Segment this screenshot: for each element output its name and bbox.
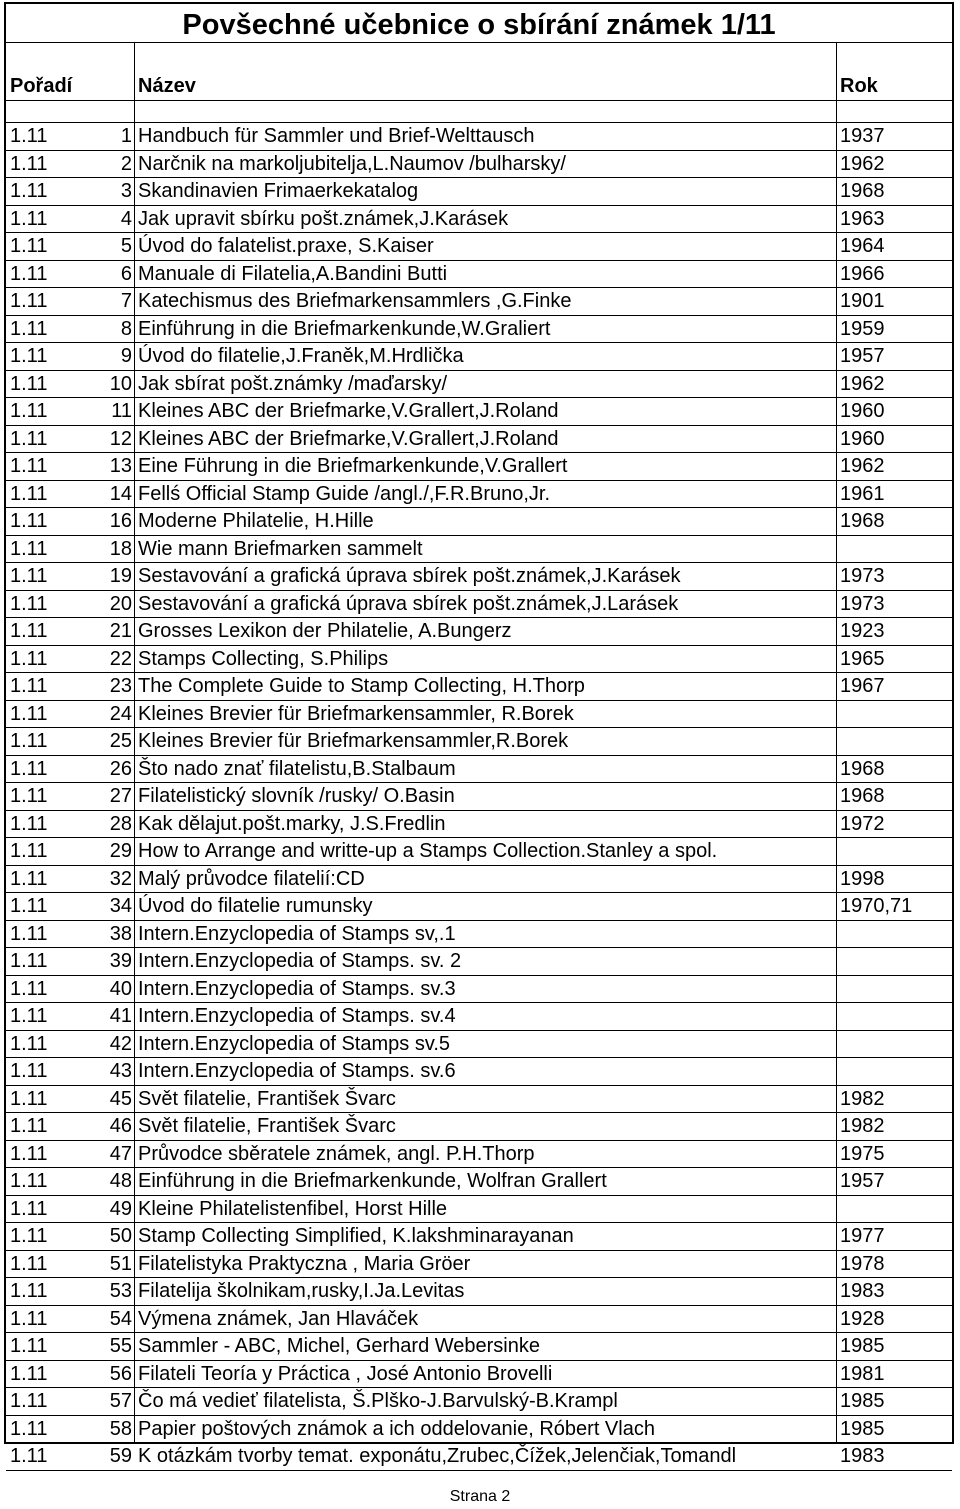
cell-number: 47 [109,1142,132,1165]
cell-order: 1.11 [10,1087,48,1110]
cell-order: 1.11 [10,812,48,835]
table-row [6,811,952,839]
cell-year: 1964 [840,235,885,257]
table-row [6,206,952,234]
table-row [6,1306,952,1334]
cell-title: Sestavování a grafická úprava sbírek pošt.známek,J.Larásek [138,592,679,615]
cell-number: 11 [111,400,132,422]
cell-title: Filatelija školnikam,rusky,I.Ja.Levitas [138,1280,465,1302]
cell-number: 2 [120,152,132,175]
cell-title: Kleines Brevier für Briefmarkensammler, R.Borek [138,702,574,725]
cell-year: 1923 [840,620,885,642]
cell-title: Grosses Lexikon der Philatelie, A.Bungerz [138,620,512,642]
cell-number: 57 [109,1390,132,1412]
table-row [6,536,952,564]
cell-number: 7 [120,290,132,312]
cell-order: 1.11 [10,317,48,340]
cell-order: 1.11 [10,1280,48,1302]
cell-year: 1928 [840,1307,885,1330]
cell-order: 1.11 [10,592,48,615]
cell-title: Úvod do filatelie,J.Franěk,M.Hrdlička [138,345,464,367]
cell-year: 1937 [840,125,885,147]
cell-title: Kak dělajut.pošt.marky, J.S.Fredlin [138,812,446,835]
cell-title: Svět filatelie, František Švarc [138,1087,396,1110]
cell-order: 1.11 [10,180,48,202]
cell-order: 1.11 [10,1197,48,1220]
cell-number: 51 [109,1252,132,1275]
cell-title: Intern.Enzyclopedia of Stamps. sv.4 [138,1005,456,1027]
cell-order: 1.11 [10,262,48,285]
table-row [6,426,952,454]
cell-title: Skandinavien Frimaerkekatalog [138,180,419,202]
cell-number: 53 [109,1280,132,1302]
table-row [6,1113,952,1141]
cell-order: 1.11 [10,1005,48,1027]
table-row [6,591,952,619]
cell-order: 1.11 [10,455,48,477]
cell-title: Što nado znať filatelistu,B.Stalbaum [138,757,456,780]
table-row [6,866,952,894]
cell-year: 1968 [840,757,885,780]
cell-title: Intern.Enzyclopedia of Stamps. sv. 2 [138,950,462,972]
table-row [6,756,952,784]
cell-order: 1.11 [10,400,48,422]
table-row [6,343,952,371]
table-row [6,1278,952,1306]
cell-number: 25 [109,730,132,752]
table-row [6,371,952,399]
cell-number: 24 [109,702,132,725]
cell-title: Handbuch für Sammler und Brief-Welttausch [138,125,535,147]
cell-order: 1.11 [10,1307,48,1330]
cell-number: 28 [109,812,132,835]
cell-order: 1.11 [10,1142,48,1165]
cell-number: 32 [109,867,132,890]
cell-title: Eine Führung in die Briefmarkenkunde,V.Grallert [138,455,568,477]
cell-year: 1973 [840,592,885,615]
cell-number: 50 [109,1225,132,1247]
table-row [6,673,952,701]
cell-year: 1968 [840,510,885,532]
column-header-name: Název [138,75,196,97]
cell-order: 1.11 [10,565,48,587]
table-row [6,1086,952,1114]
cell-order: 1.11 [10,922,48,945]
cell-year: 1957 [840,345,885,367]
cell-order: 1.11 [10,1362,48,1385]
table-row [6,1388,952,1416]
table-row [6,618,952,646]
cell-order: 1.11 [10,730,48,752]
cell-title: Úvod do falatelist.praxe, S.Kaiser [138,235,434,257]
cell-order: 1.11 [10,537,48,560]
table-row [6,728,952,756]
table-row [6,976,952,1004]
cell-title: Kleines Brevier für Briefmarkensammler,R.Borek [138,730,569,752]
cell-title: Filatelistický slovník /rusky/ O.Basin [138,785,455,807]
cell-order: 1.11 [10,977,48,1000]
cell-title: Jak upravit sbírku pošt.známek,J.Karásek [138,207,509,230]
cell-number: 38 [109,922,132,945]
table-row [6,1223,952,1251]
table-header [6,72,952,100]
table-row [6,701,952,729]
cell-year: 1961 [840,482,885,505]
cell-title: Narčnik na markoljubitelja,L.Naumov /bulharsky/ [138,152,566,175]
table-row [6,481,952,509]
cell-number: 21 [109,620,132,642]
cell-year: 1967 [840,675,885,697]
cell-number: 9 [120,345,132,367]
cell-order: 1.11 [10,152,48,175]
table-row [6,508,952,536]
cell-order: 1.11 [10,125,48,147]
cell-number: 29 [109,840,132,862]
cell-year: 1962 [840,372,885,395]
cell-order: 1.11 [10,1335,48,1357]
table-row [6,1196,952,1224]
cell-title: Průvodce sběratele známek, angl. P.H.Thorp [138,1142,535,1165]
cell-title: Sestavování a grafická úprava sbírek pošt.známek,J.Karásek [138,565,681,587]
table-row [6,1168,952,1196]
table-row [6,921,952,949]
cell-year: 1982 [840,1087,885,1110]
cell-year: 1962 [840,455,885,477]
cell-number: 22 [109,647,132,670]
cell-order: 1.11 [10,1417,48,1440]
cell-number: 39 [109,950,132,972]
cell-number: 14 [109,482,132,505]
cell-number: 16 [109,510,132,532]
table-row [6,288,952,316]
table-row [6,948,952,976]
table-row [6,233,952,261]
cell-order: 1.11 [10,950,48,972]
table-row [6,563,952,591]
cell-number: 56 [109,1362,132,1385]
cell-number: 42 [109,1032,132,1055]
cell-year: 1975 [840,1142,885,1165]
cell-title: How to Arrange and writte-up a Stamps Collection.Stanley a spol. [138,840,718,862]
page-title: Povšechné učebnice o sbírání známek 1/11 [182,9,776,41]
cell-number: 26 [109,757,132,780]
cell-number: 8 [120,317,132,340]
cell-number: 45 [109,1087,132,1110]
table-row [6,1251,952,1279]
cell-order: 1.11 [10,1390,48,1412]
cell-order: 1.11 [10,1252,48,1275]
cell-title: Kleine Philatelistenfibel, Horst Hille [138,1197,448,1220]
cell-number: 55 [109,1335,132,1357]
cell-title: Kleines ABC der Briefmarke,V.Grallert,J.Roland [138,400,559,422]
cell-title: Úvod do filatelie rumunsky [138,895,373,917]
cell-order: 1.11 [10,1115,48,1137]
cell-year: 1983 [840,1445,885,1467]
cell-year: 1973 [840,565,885,587]
cell-order: 1.11 [10,1170,48,1192]
cell-order: 1.11 [10,785,48,807]
cell-number: 20 [109,592,132,615]
cell-year: 1966 [840,262,885,285]
table-row [6,646,952,674]
cell-number: 5 [120,235,132,257]
cell-title: Manuale di Filatelia,A.Bandini Butti [138,262,448,285]
cell-title: Jak sbírat pošt.známky /maďarsky/ [138,372,448,395]
table-row [6,783,952,811]
table-row [6,261,952,289]
cell-year: 1981 [840,1362,885,1385]
cell-title: Papier poštových známok a ich oddelovanie, Róbert Vlach [138,1417,655,1440]
cell-order: 1.11 [10,702,48,725]
cell-order: 1.11 [10,345,48,367]
cell-order: 1.11 [10,1060,48,1082]
cell-number: 49 [109,1197,132,1220]
table-row [6,123,952,151]
cell-order: 1.11 [10,290,48,312]
table-row [6,893,952,921]
cell-number: 18 [109,537,132,560]
table-row [6,838,952,866]
cell-number: 48 [109,1170,132,1192]
cell-title: Čo má vedieť filatelista, Š.Plško-J.Barvulský-B.Krampl [138,1390,618,1412]
cell-order: 1.11 [10,840,48,862]
cell-number: 40 [109,977,132,1000]
cell-number: 4 [120,207,132,230]
cell-title: The Complete Guide to Stamp Collecting, H.Thorp [138,675,585,697]
cell-title: Svět filatelie, František Švarc [138,1115,396,1137]
cell-title: Fellś Official Stamp Guide /angl./,F.R.Bruno,Jr. [138,482,551,505]
cell-title: Wie mann Briefmarken sammelt [138,537,423,560]
cell-order: 1.11 [10,427,48,450]
cell-order: 1.11 [10,1445,48,1467]
cell-year: 1970,71 [840,895,913,917]
cell-year: 1960 [840,400,885,422]
table-row [6,1416,952,1444]
column-header-year: Rok [840,75,878,97]
cell-year: 1968 [840,785,885,807]
table-row [6,1003,952,1031]
cell-number: 10 [109,372,132,395]
page-footer: Strana 2 [449,1488,511,1505]
cell-year: 1985 [840,1335,885,1357]
table-row [6,1058,952,1086]
cell-title: Filateli Teoría y Práctica , José Antonio Brovelli [138,1362,553,1385]
cell-year: 1972 [840,812,885,835]
cell-number: 6 [120,262,132,285]
table-row [6,178,952,206]
cell-title: Stamp Collecting Simplified, K.lakshminarayanan [138,1225,574,1247]
column-header-order: Pořadí [10,75,73,97]
cell-year: 1960 [840,427,885,450]
cell-year: 1962 [840,152,885,175]
cell-title: Intern.Enzyclopedia of Stamps. sv.6 [138,1060,456,1082]
cell-order: 1.11 [10,647,48,670]
cell-title: Einführung in die Briefmarkenkunde,W.Graliert [138,317,551,340]
table-row [6,316,952,344]
cell-order: 1.11 [10,207,48,230]
cell-order: 1.11 [10,482,48,505]
cell-year: 1998 [840,867,885,890]
cell-number: 23 [109,675,132,697]
divider [6,42,952,43]
cell-number: 12 [109,427,132,450]
cell-year: 1985 [840,1390,885,1412]
cell-number: 19 [109,565,132,587]
cell-title: Výmena známek, Jan Hlaváček [138,1307,419,1330]
cell-number: 59 [109,1445,132,1467]
cell-year: 1957 [840,1170,885,1192]
table-body [6,123,952,1471]
table-row [6,1141,952,1169]
cell-number: 34 [109,895,132,917]
cell-year: 1985 [840,1417,885,1440]
table-row [6,398,952,426]
cell-title: Stamps Collecting, S.Philips [138,647,389,670]
cell-order: 1.11 [10,1225,48,1247]
cell-order: 1.11 [10,510,48,532]
table-row [6,1031,952,1059]
table-row [6,1333,952,1361]
cell-title: Einführung in die Briefmarkenkunde, Wolfran Grallert [138,1170,607,1192]
cell-number: 3 [120,180,132,202]
table-row [6,1361,952,1389]
cell-order: 1.11 [10,867,48,890]
cell-number: 43 [109,1060,132,1082]
cell-year: 1965 [840,647,885,670]
cell-year: 1978 [840,1252,885,1275]
cell-number: 27 [109,785,132,807]
cell-year: 1963 [840,207,885,230]
cell-year: 1977 [840,1225,885,1247]
divider [6,100,952,101]
table-row [6,151,952,179]
cell-year: 1901 [840,290,885,312]
cell-title: Intern.Enzyclopedia of Stamps. sv.3 [138,977,456,1000]
cell-order: 1.11 [10,372,48,395]
cell-year: 1968 [840,180,885,202]
cell-title: Sammler - ABC, Michel, Gerhard Webersinke [138,1335,540,1357]
cell-order: 1.11 [10,620,48,642]
cell-number: 54 [109,1307,132,1330]
cell-title: Intern.Enzyclopedia of Stamps sv.5 [138,1032,451,1055]
cell-title: Intern.Enzyclopedia of Stamps sv,.1 [138,922,456,945]
cell-year: 1983 [840,1280,885,1302]
cell-title: K otázkám tvorby temat. exponátu,Zrubec,Čížek,Jelenčiak,Tomandl [138,1445,737,1467]
cell-title: Katechismus des Briefmarkensammlers ,G.Finke [138,290,572,312]
cell-order: 1.11 [10,757,48,780]
cell-year: 1959 [840,317,885,340]
cell-title: Moderne Philatelie, H.Hille [138,510,374,532]
cell-year: 1982 [840,1115,885,1137]
cell-order: 1.11 [10,675,48,697]
cell-title: Filatelistyka Praktyczna , Maria Gröer [138,1252,471,1275]
cell-number: 46 [109,1115,132,1137]
cell-order: 1.11 [10,895,48,917]
page-frame [4,2,954,1467]
cell-number: 13 [109,455,132,477]
cell-order: 1.11 [10,235,48,257]
table-row [6,1443,952,1471]
cell-order: 1.11 [10,1032,48,1055]
cell-number: 41 [109,1005,132,1027]
cell-number: 58 [109,1417,132,1440]
cell-title: Malý průvodce filatelií:CD [138,867,365,890]
cell-number: 1 [120,125,132,147]
cell-title: Kleines ABC der Briefmarke,V.Grallert,J.Roland [138,427,559,450]
table-row [6,453,952,481]
